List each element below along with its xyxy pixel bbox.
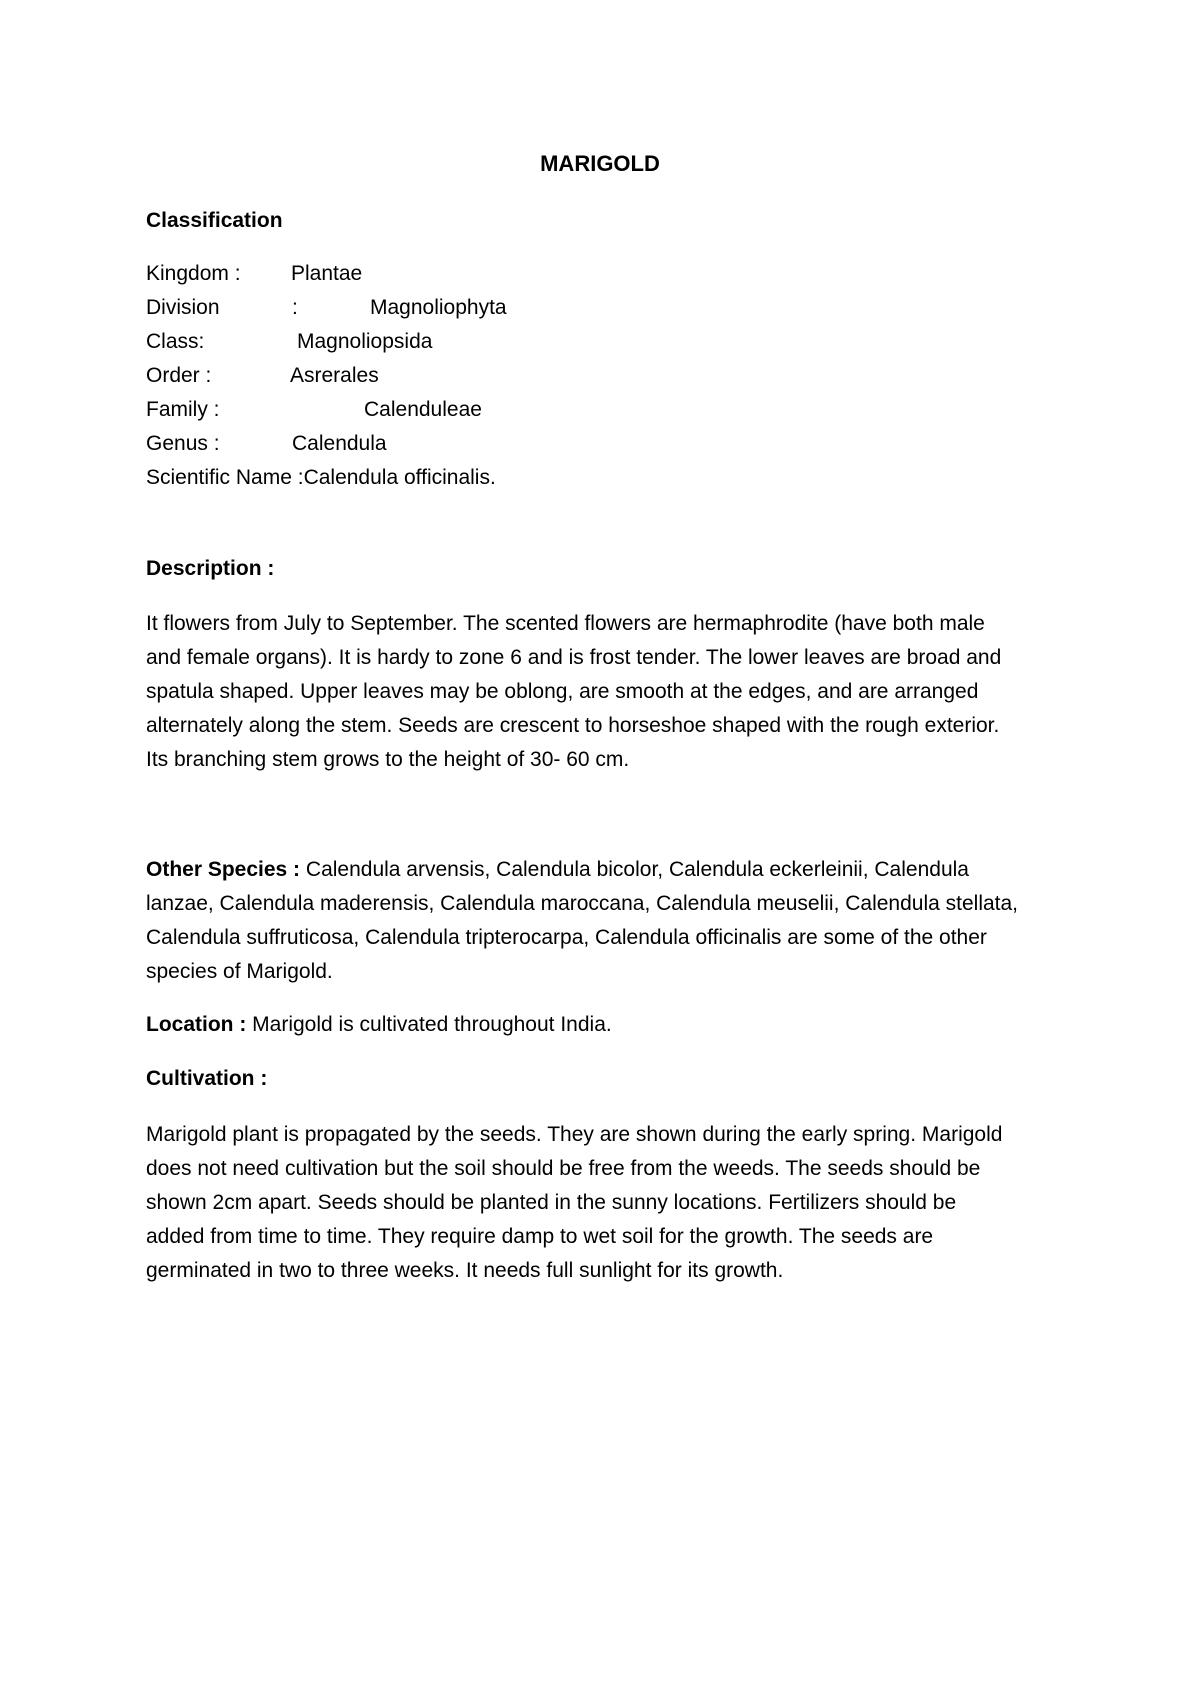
description-line: It flowers from July to September. The scented flowers are hermaphrodite (have both male [146,612,985,635]
cultivation-line: germinated in two to three weeks. It needs full sunlight for its growth. [146,1259,784,1282]
location-row [146,1012,612,1038]
description-line: spatula shaped. Upper leaves may be oblong, are smooth at the edges, and are arranged [146,680,979,703]
cultivation-line: shown 2cm apart. Seeds should be planted in the sunny locations. Fertilizers should be [146,1191,957,1214]
description-heading: Description : [146,557,275,580]
division-separator: : [292,296,298,319]
other-species-label: Other Species : [146,858,301,881]
cultivation-heading: Cultivation : [146,1067,268,1090]
other-species-line: Calendula suffruticosa, Calendula tripterocarpa, Calendula officinalis are some of the other [146,926,987,949]
other-species-first-line [146,853,1066,887]
description-line: and female organs). It is hardy to zone 6 and is frost tender. The lower leaves are broad and [146,646,1002,669]
other-species-line: species of Marigold. [146,960,333,983]
scientific-name-row [146,465,496,491]
cultivation-line: added from time to time. They require damp to wet soil for the growth. The seeds are [146,1225,934,1248]
genus-value: Calendula [292,432,387,455]
kingdom-label: Kingdom : [146,262,241,285]
description-paragraph [146,607,1066,777]
description-line: Its branching stem grows to the height of 30- 60 cm. [146,748,630,771]
genus-label: Genus : [146,432,220,455]
description-line: alternately along the stem. Seeds are crescent to horseshoe shaped with the rough exterior. [146,714,1000,737]
division-label: Division [146,296,220,319]
other-species-paragraph [146,853,1066,989]
page-title: MARIGOLD [540,151,660,176]
classification-heading: Classification [146,209,283,232]
order-label: Order : [146,364,212,387]
kingdom-value: Plantae [291,262,363,285]
location-text: Marigold is cultivated throughout India. [246,1013,612,1036]
order-value: Asrerales [290,364,379,387]
scientific-name-value: Calendula officinalis. [303,466,496,489]
family-value: Calenduleae [364,398,482,421]
cultivation-line: Marigold plant is propagated by the seeds. They are shown during the early spring. Marigold [146,1123,1003,1146]
class-value: Magnoliopsida [297,330,433,353]
other-species-line: Calendula arvensis, Calendula bicolor, Calendula eckerleinii, Calendula [300,858,969,881]
location-label: Location : [146,1013,247,1036]
class-label: Class: [146,330,205,353]
division-value: Magnoliophyta [370,296,507,319]
other-species-line: lanzae, Calendula maderensis, Calendula maroccana, Calendula meuselii, Calendula stellata, [146,892,1019,915]
scientific-name-label: Scientific Name : [146,466,304,489]
family-label: Family : [146,398,220,421]
cultivation-paragraph [146,1118,1066,1288]
cultivation-line: does not need cultivation but the soil should be free from the weeds. The seeds should be [146,1157,981,1180]
